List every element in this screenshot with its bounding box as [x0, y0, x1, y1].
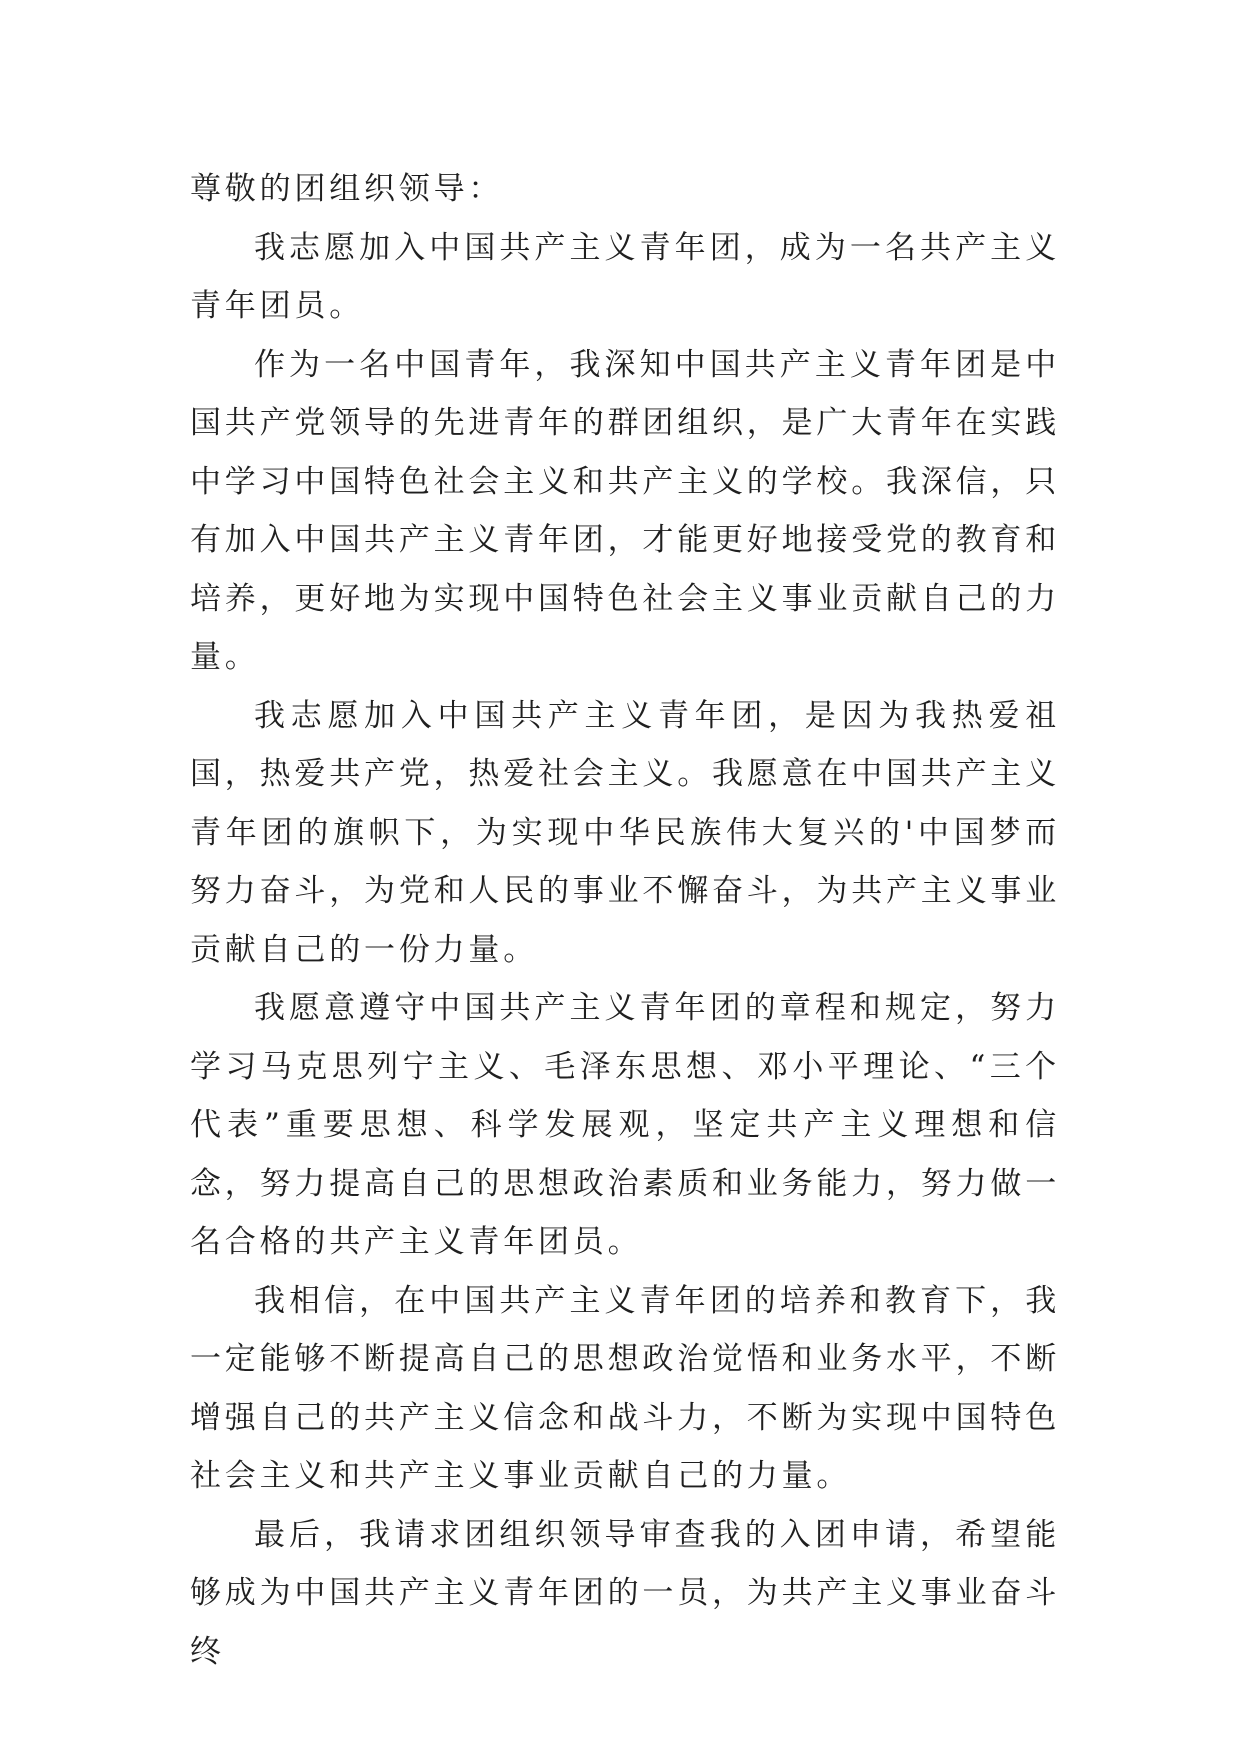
paragraph-2: 作为一名中国青年，我深知中国共产主义青年团是中国共产党领导的先进青年的群团组织，是广大青年在实践中学习中国特色社会主义和共产主义的学校。我深信，只有加入中国共产主义青年团，才能更好地接受党的教育和培养，更好地为实现中国特色社会主义事业贡献自己的力量。: [190, 346, 1060, 675]
paragraph-6: 最后，我请求团组织领导审查我的入团申请，希望能够成为中国共产主义青年团的一员，为共产主义事业奋斗终: [190, 1516, 1060, 1670]
letter-body: [190, 160, 1060, 1681]
paragraph-5: 我相信，在中国共产主义青年团的培养和教育下，我一定能够不断提高自己的思想政治觉悟和业务水平，不断增强自己的共产主义信念和战斗力，不断为实现中国特色社会主义和共产主义事业贡献自己的力量。: [190, 1282, 1060, 1494]
salutation: 尊敬的团组织领导：: [190, 171, 504, 207]
paragraph-1: 我志愿加入中国共产主义青年团，成为一名共产主义青年团员。: [190, 229, 1060, 324]
paragraph-4: 我愿意遵守中国共产主义青年团的章程和规定，努力学习马克思列宁主义、毛泽东思想、邓小平理论、“三个代表”重要思想、科学发展观，坚定共产主义理想和信念，努力提高自己的思想政治素质和业务能力，努力做一名合格的共产主义青年团员。: [190, 990, 1060, 1260]
paragraph-3: 我志愿加入中国共产主义青年团，是因为我热爱祖国，热爱共产党，热爱社会主义。我愿意在中国共产主义青年团的旗帜下，为实现中华民族伟大复兴的'中国梦而努力奋斗，为党和人民的事业不懈奋斗，为共产主义事业贡献自己的一份力量。: [190, 697, 1060, 968]
